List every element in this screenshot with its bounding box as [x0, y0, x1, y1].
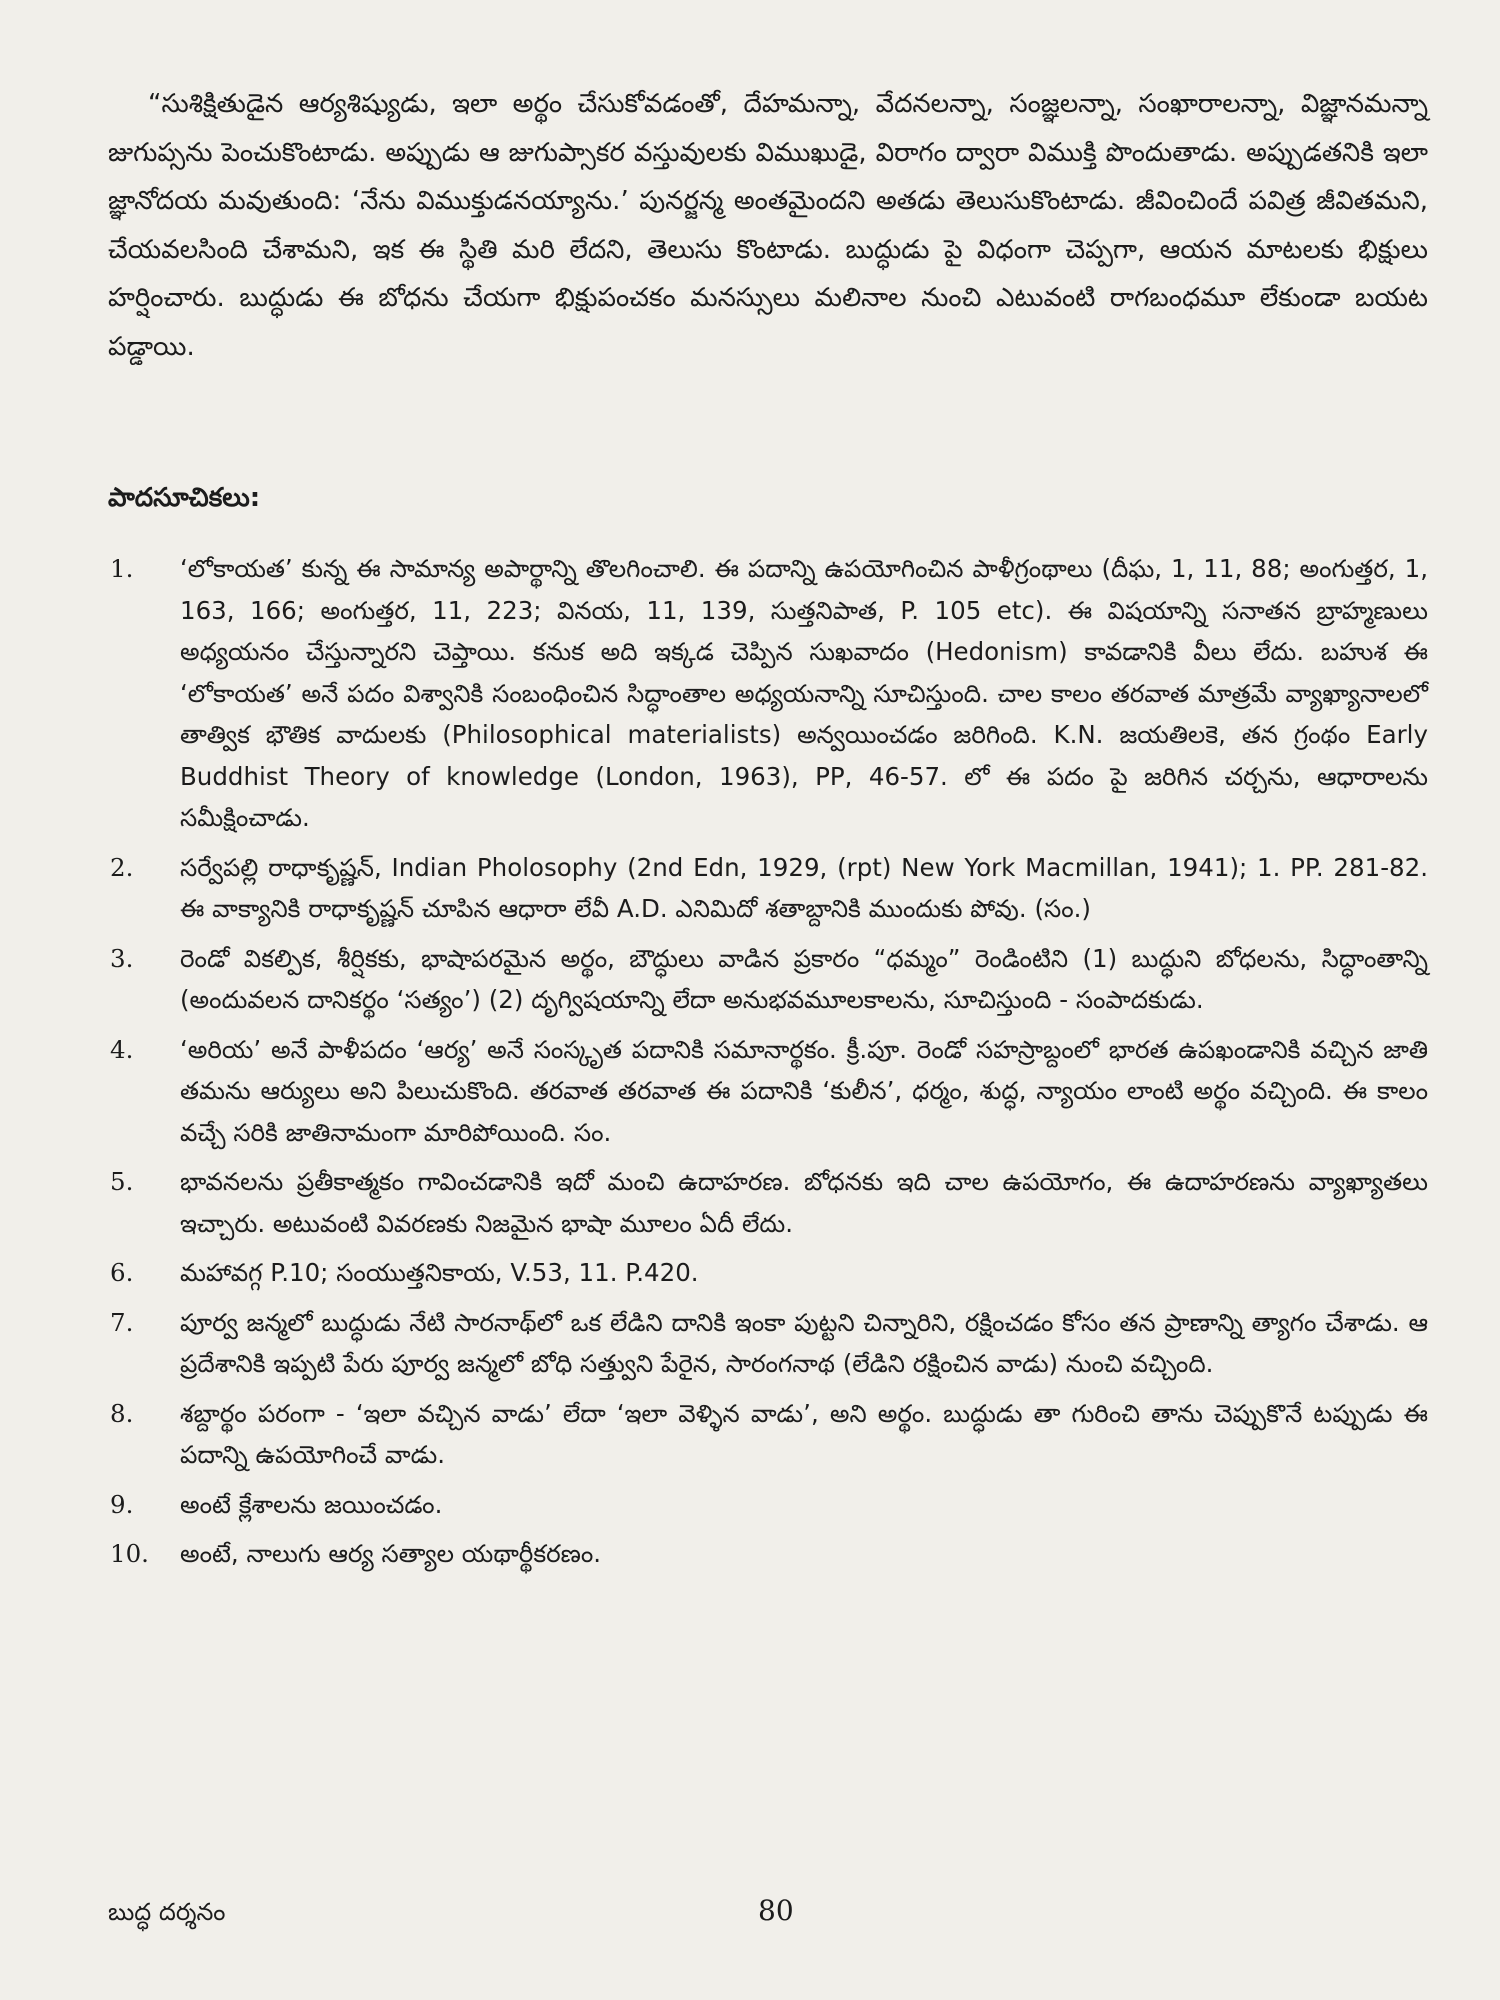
footnote-number: 10.	[110, 1539, 149, 1568]
footnote-4	[108, 1029, 1428, 1154]
footnote-6	[108, 1252, 1428, 1294]
body-paragraph: “సుశిక్షితుడైన ఆర్యశిష్యుడు, ఇలా అర్థం చేసుకోవడంతో, దేహమన్నా, వేదనలన్నా, సంజ్ఞలన్నా, సంఖారాలన్నా, విజ్ఞానమన్నా జుగుప్సను పెంచుకొంటాడు. అప్పుడు ఆ జుగుప్సాకర వస్తువులకు విముఖుడై, విరాగం ద్వారా విముక్తి పొందుతాడు. అప్పుడతనికి ఇలా జ్ఞానోదయ మవుతుంది: ‘నేను విముక్తుడనయ్యాను.’ పునర్జన్మ అంతమైందని అతడు తెలుసుకొంటాడు. జీవించిందే పవిత్ర జీవితమని, చేయవలసింది చేశామని, ఇక ఈ స్థితి మరి లేదని, తెలుసు కొంటాడు. బుద్ధుడు పై విధంగా చెప్పగా, ఆయన మాటలకు భిక్షులు హర్షించారు. బుద్ధుడు ఈ బోధను చేయగా భిక్షుపంచకం మనస్సులు మలినాల నుంచి ఎటువంటి రాగబంధమూ లేకుండా బయట పడ్డాయి.	[108, 89, 1428, 362]
footnote-number: 2.	[110, 852, 134, 882]
footnote-8	[108, 1393, 1428, 1476]
footnote-number: 1.	[110, 554, 134, 583]
footnote-number: 6.	[110, 1258, 134, 1287]
book-title: బుద్ధ దర్శనం	[108, 1898, 226, 1926]
footnote-10	[108, 1533, 1428, 1575]
footnotes-list	[108, 548, 1428, 1583]
footnote-text: ‘లోకాయత’ కున్న ఈ సామాన్య అపార్థాన్ని తొలగించాలి. ఈ పదాన్ని ఉపయోగించిన పాళీగ్రంథాలు (దీఘ, 1, 11, 88; అంగుత్తర, 1, 163, 166; అంగుత్తర, 11, 223; వినయ, 11, 139, సుత్తనిపాత, P. 105 etc). ఈ విషయాన్ని సనాతన బ్రాహ్మణులు అధ్యయనం చేస్తున్నారని చెప్తాయి. కనుక అది ఇక్కడ చెప్పిన సుఖవాదం (Hedonism) కావడానికి వీలు లేదు. బహుశ ఈ ‘లోకాయత’ అనే పదం విశ్వానికి సంబంధించిన సిద్ధాంతాల అధ్యయనాన్ని సూచిస్తుంది. చాల కాలం తరవాత మాత్రమే వ్యాఖ్యానాలలో తాత్విక భౌతిక వాదులకు (Philosophical materialists) అన్వయించడం జరిగింది. K.N. జయతిలకె, తన గ్రంథం Early Buddhist Theory of knowledge (London, 1963), PP, 46-57. లో ఈ పదం పై జరిగిన చర్చను, ఆధారాలను సమీక్షించాడు.	[180, 554, 1428, 832]
footnote-1	[108, 548, 1428, 839]
footnotes-heading: పాదసూచికలు:	[108, 483, 261, 513]
page-number: 80	[758, 1894, 794, 1927]
footnote-text: భావనలను ప్రతీకాత్మకం గావించడానికి ఇదో మంచి ఉదాహరణ. బోధనకు ఇది చాల ఉపయోగం, ఈ ఉదాహరణను వ్యాఖ్యాతలు ఇచ్చారు. అటువంటి వివరణకు నిజమైన భాషా మూలం ఏదీ లేదు.	[180, 1167, 1428, 1238]
footnote-9	[108, 1484, 1428, 1526]
footnote-3	[108, 938, 1428, 1021]
footnote-text: పూర్వ జన్మలో బుద్ధుడు నేటి సారనాథ్‌లో ఒక లేడిని దానికి ఇంకా పుట్టని చిన్నారిని, రక్షించడం కోసం తన ప్రాణాన్ని త్యాగం చేశాడు. ఆ ప్రదేశానికి ఇప్పటి పేరు పూర్వ జన్మలో బోధి సత్త్వుని పేరైన, సారంగనాథ (లేడిని రక్షించిన వాడు) నుంచి వచ్చింది.	[180, 1307, 1428, 1378]
footnote-text: శబ్దార్థం పరంగా - ‘ఇలా వచ్చిన వాడు’ లేదా ‘ఇలా వెళ్ళిన వాడు’, అని అర్థం. బుద్ధుడు తా గురించి తాను చెప్పుకొనే టప్పుడు ఈ పదాన్ని ఉపయోగించే వాడు.	[180, 1398, 1428, 1469]
footnote-text: రెండో వికల్పిక, శీర్షికకు, భాషాపరమైన అర్థం, బౌద్ధులు వాడిన ప్రకారం “ధమ్మం” రెండింటిని (1) బుద్ధుని బోధలను, సిద్ధాంతాన్ని (అందువలన దానికర్థం ‘సత్యం’) (2) దృగ్విషయాన్ని లేదా అనుభవమూలకాలను, సూచిస్తుంది - సంపాదకుడు.	[180, 943, 1428, 1014]
footnote-7	[108, 1302, 1428, 1385]
footnote-text: మహావగ్గ P.10; సంయుత్తనికాయ, V.53, 11. P.420.	[180, 1258, 699, 1287]
footnote-text: సర్వేపల్లి రాధాకృష్ణన్, Indian Pholosophy (2nd Edn, 1929, (rpt) New York Macmillan, 1941); 1. PP. 281-82. ఈ వాక్యానికి రాధాకృష్ణన్ చూపిన ఆధారా లేవీ A.D. ఎనిమిదో శతాబ్దానికి ముందుకు పోవు. (సం.)	[180, 852, 1428, 923]
footnote-number: 4.	[110, 1034, 134, 1064]
footnote-number: 5.	[110, 1167, 134, 1196]
footnote-5	[108, 1161, 1428, 1244]
footnote-text: అంటే క్లేశాలను జయించడం.	[180, 1489, 443, 1519]
footnote-2	[108, 847, 1428, 930]
footnote-text: అంటే, నాలుగు ఆర్య సత్యాల యథార్థీకరణం.	[180, 1539, 602, 1568]
footnote-number: 9.	[110, 1489, 134, 1519]
footnote-number: 3.	[110, 943, 134, 973]
footnote-number: 7.	[110, 1307, 134, 1337]
footnote-number: 8.	[110, 1398, 134, 1428]
footnote-text: ‘అరియ’ అనే పాళీపదం ‘ఆర్య’ అనే సంస్కృత పదానికి సమానార్థకం. క్రీ.పూ. రెండో సహస్రాబ్దంలో భారత ఉపఖండానికి వచ్చిన జాతి తమను ఆర్యులు అని పిలుచుకొంది. తరవాత తరవాత ఈ పదానికి ‘కులీన’, ధర్మం, శుద్ధ, న్యాయం లాంటి అర్థం వచ్చింది. ఈ కాలం వచ్చే సరికి జాతినామంగా మారిపోయింది. సం.	[180, 1034, 1428, 1147]
